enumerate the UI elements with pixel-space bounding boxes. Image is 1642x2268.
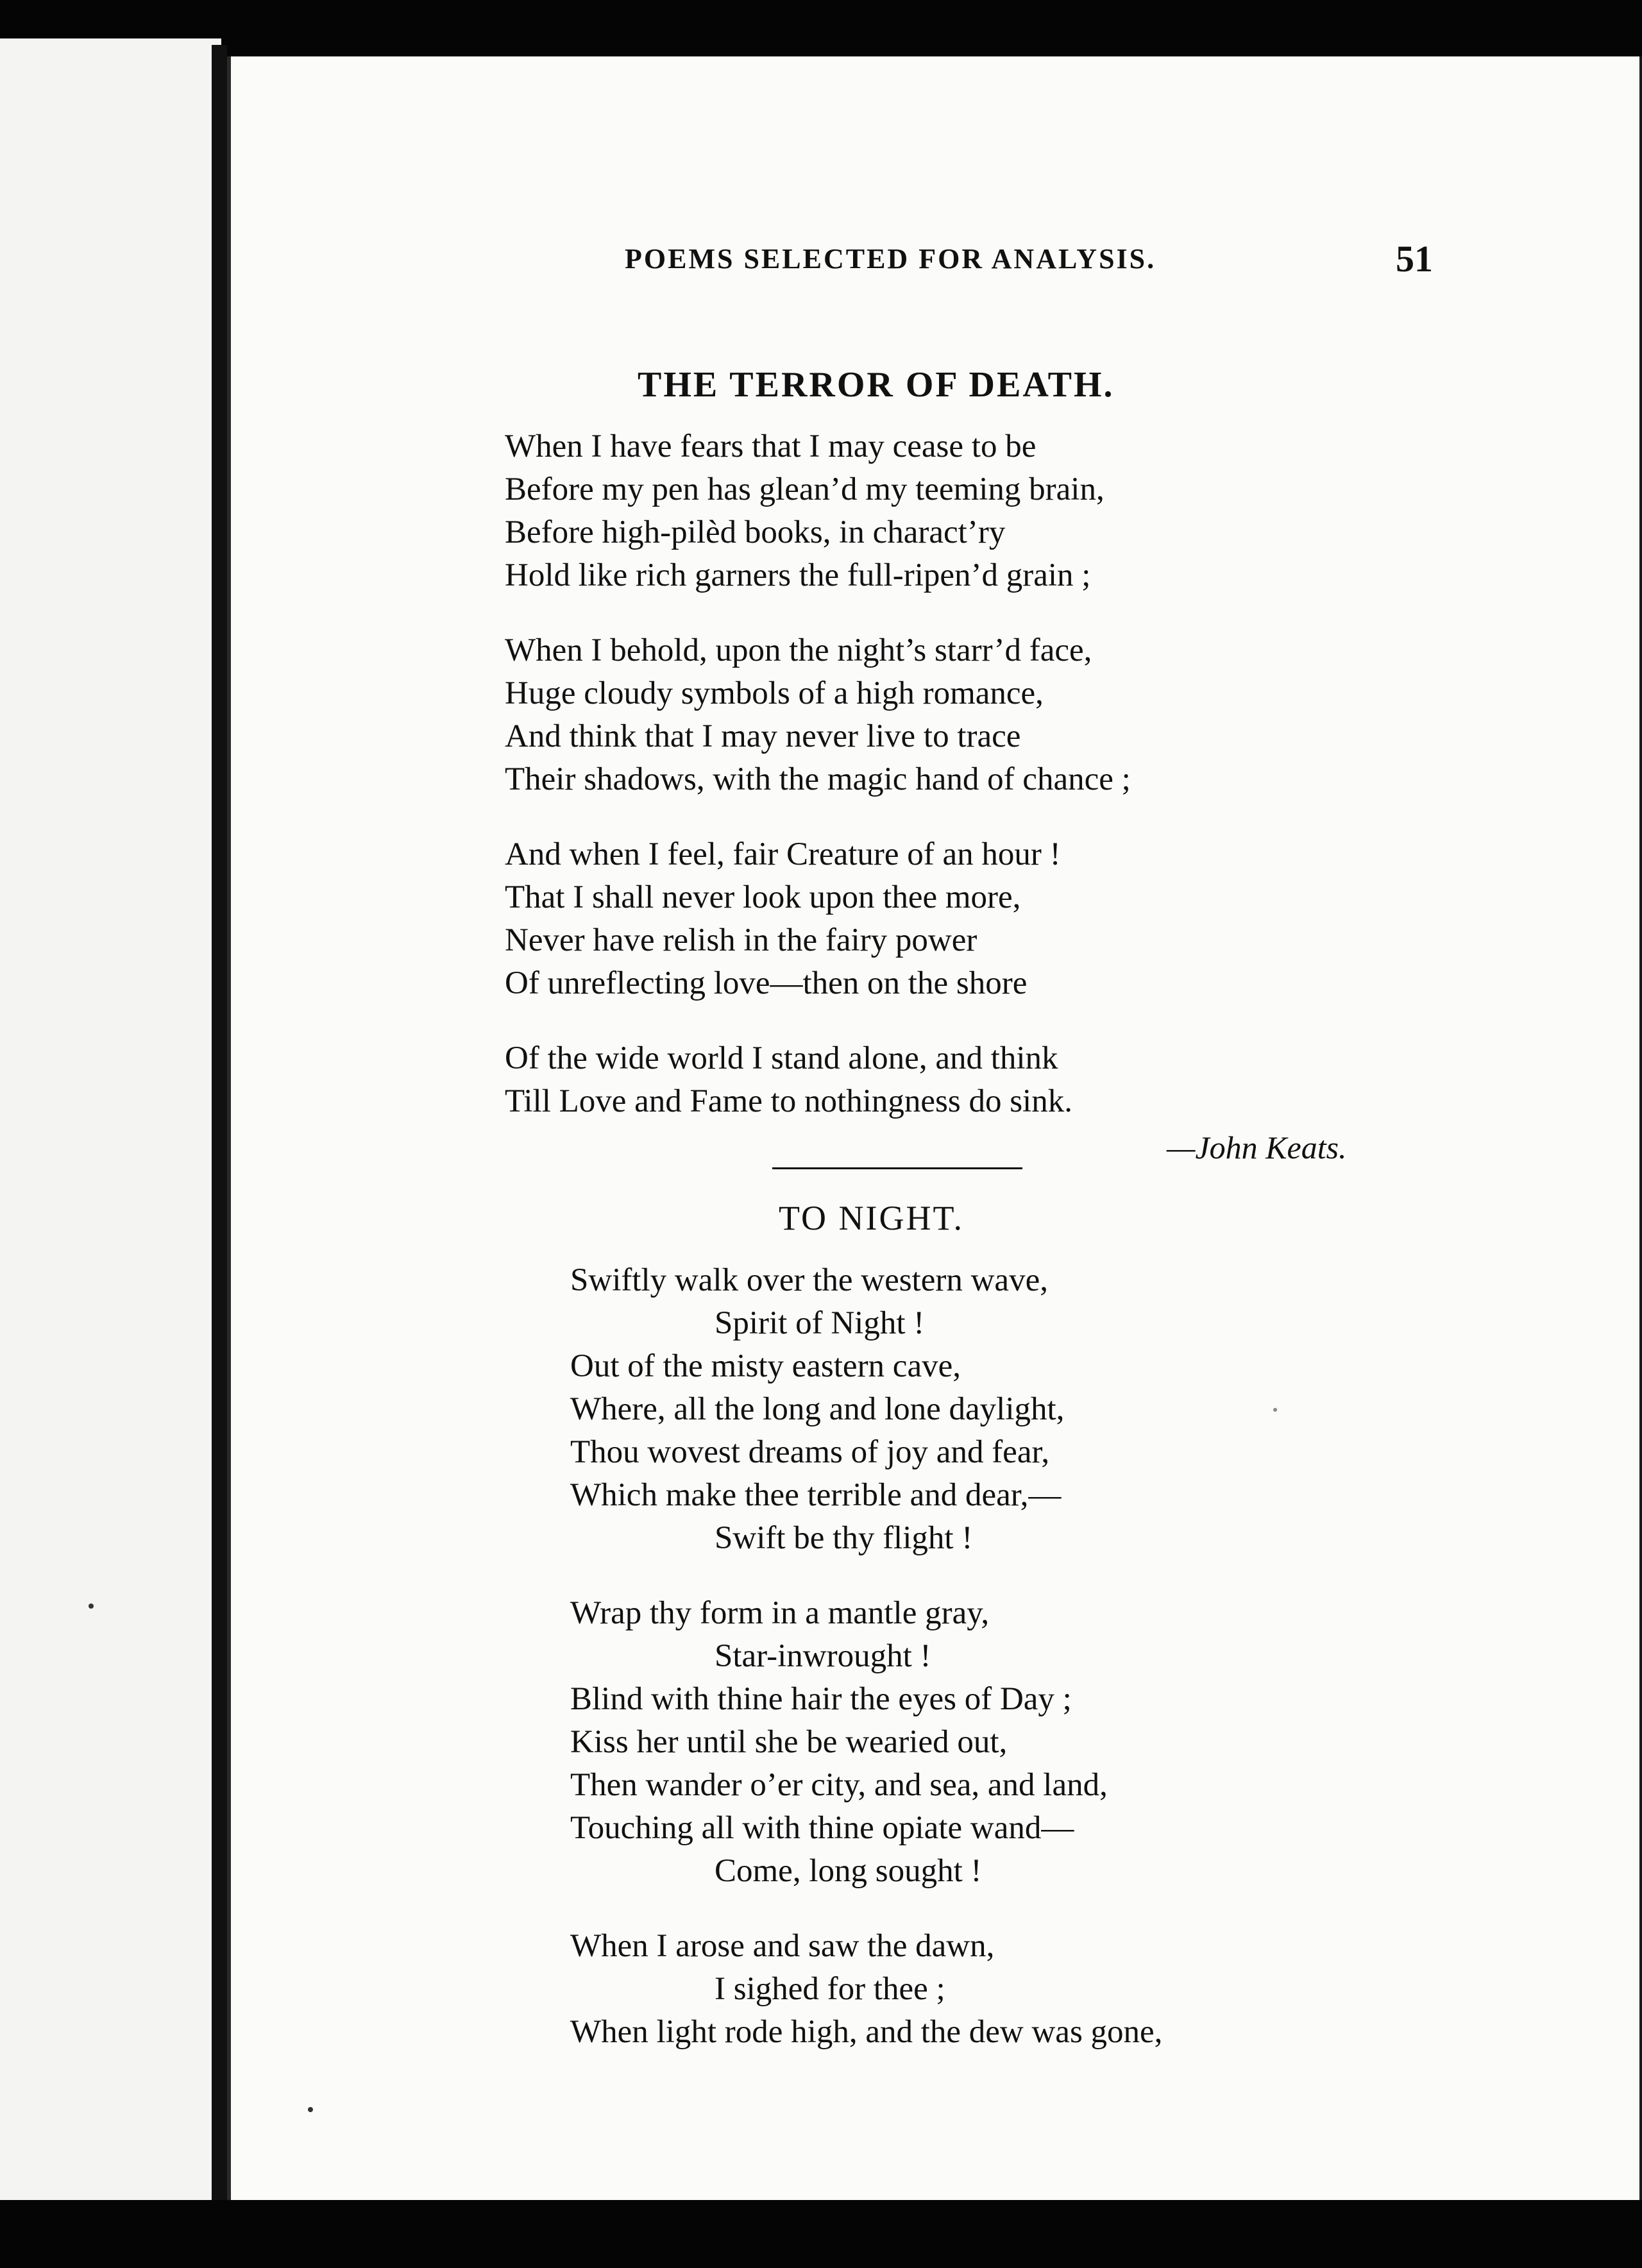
poem-line: Out of the misty eastern cave, [570, 1348, 961, 1384]
poem-line: Touching all with thine opiate wand— [570, 1810, 1074, 1846]
poem-line: Their shadows, with the magic hand of chance ; [505, 761, 1131, 797]
scan-speck [308, 2107, 313, 2112]
book-gutter [212, 45, 227, 2206]
stanza [505, 629, 1131, 801]
stanza [505, 833, 1131, 1005]
poem-line: Before my pen has glean’d my teeming brain, [505, 471, 1105, 507]
running-head: POEMS SELECTED FOR ANALYSIS. [625, 243, 1156, 275]
page-right-edge [1639, 56, 1642, 2218]
poem-line: Which make thee terrible and dear,— [570, 1477, 1062, 1513]
poem-line: Swiftly walk over the western wave, [570, 1262, 1048, 1298]
section-divider [772, 1167, 1022, 1169]
scan-speck [89, 1604, 94, 1609]
scan-speck [1273, 1408, 1277, 1412]
poem-line: Come, long sought ! [715, 1853, 982, 1889]
poem-line: Spirit of Night ! [715, 1305, 925, 1341]
poem-line: When light rode high, and the dew was gone, [570, 2014, 1163, 2050]
book-page [227, 56, 1642, 2218]
poem-line: That I shall never look upon thee more, [505, 879, 1021, 915]
page-left-edge [227, 56, 231, 2218]
poem-attribution: —John Keats. [1167, 1130, 1347, 1165]
poem-line: Then wander o’er city, and sea, and land, [570, 1767, 1108, 1803]
poem-line: Wrap thy form in a mantle gray, [570, 1595, 990, 1631]
stanza [505, 425, 1131, 597]
poem-line: I sighed for thee ; [715, 1971, 945, 2007]
poem-line: Of the wide world I stand alone, and think [505, 1040, 1058, 1076]
poem-line: And think that I may never live to trace [505, 718, 1021, 754]
facing-page-edge [0, 38, 221, 2238]
poem-line: Hold like rich garners the full-ripen’d grain ; [505, 557, 1091, 593]
scan-top-border [0, 0, 1642, 61]
poem-line: Of unreflecting love—then on the shore [505, 965, 1028, 1001]
poem-line: And when I feel, fair Creature of an hour ! [505, 836, 1061, 872]
poem-title: THE TERROR OF DEATH. [638, 365, 1115, 405]
poem-title: TO NIGHT. [779, 1199, 964, 1237]
poem-line: Never have relish in the fairy power [505, 922, 978, 958]
stanza [570, 1925, 1162, 2054]
scan-bottom-border [0, 2200, 1642, 2268]
poem-line: Huge cloudy symbols of a high romance, [505, 675, 1044, 711]
poem-line: When I behold, upon the night’s starr’d face, [505, 632, 1092, 668]
poem-line: Kiss her until she be wearied out, [570, 1724, 1008, 1760]
poem-line: Blind with thine hair the eyes of Day ; [570, 1681, 1072, 1717]
stanza [570, 1259, 1162, 1560]
stanza [505, 1037, 1131, 1123]
poem-line: Where, all the long and lone daylight, [570, 1391, 1065, 1427]
poem-line: When I arose and saw the dawn, [570, 1928, 995, 1964]
stanza [570, 1592, 1162, 1893]
poem-line: Thou wovest dreams of joy and fear, [570, 1434, 1050, 1470]
poem-line: Star-inwrought ! [715, 1638, 931, 1674]
poem-line: When I have fears that I may cease to be [505, 428, 1037, 464]
poem-body [570, 1259, 1162, 2086]
page-number: 51 [1396, 238, 1433, 280]
poem-line: Swift be thy flight ! [715, 1520, 973, 1556]
poem-line: Before high-pilèd books, in charact’ry [505, 514, 1006, 550]
poem-line: Till Love and Fame to nothingness do sink. [505, 1083, 1072, 1119]
poem-body [505, 425, 1131, 1155]
